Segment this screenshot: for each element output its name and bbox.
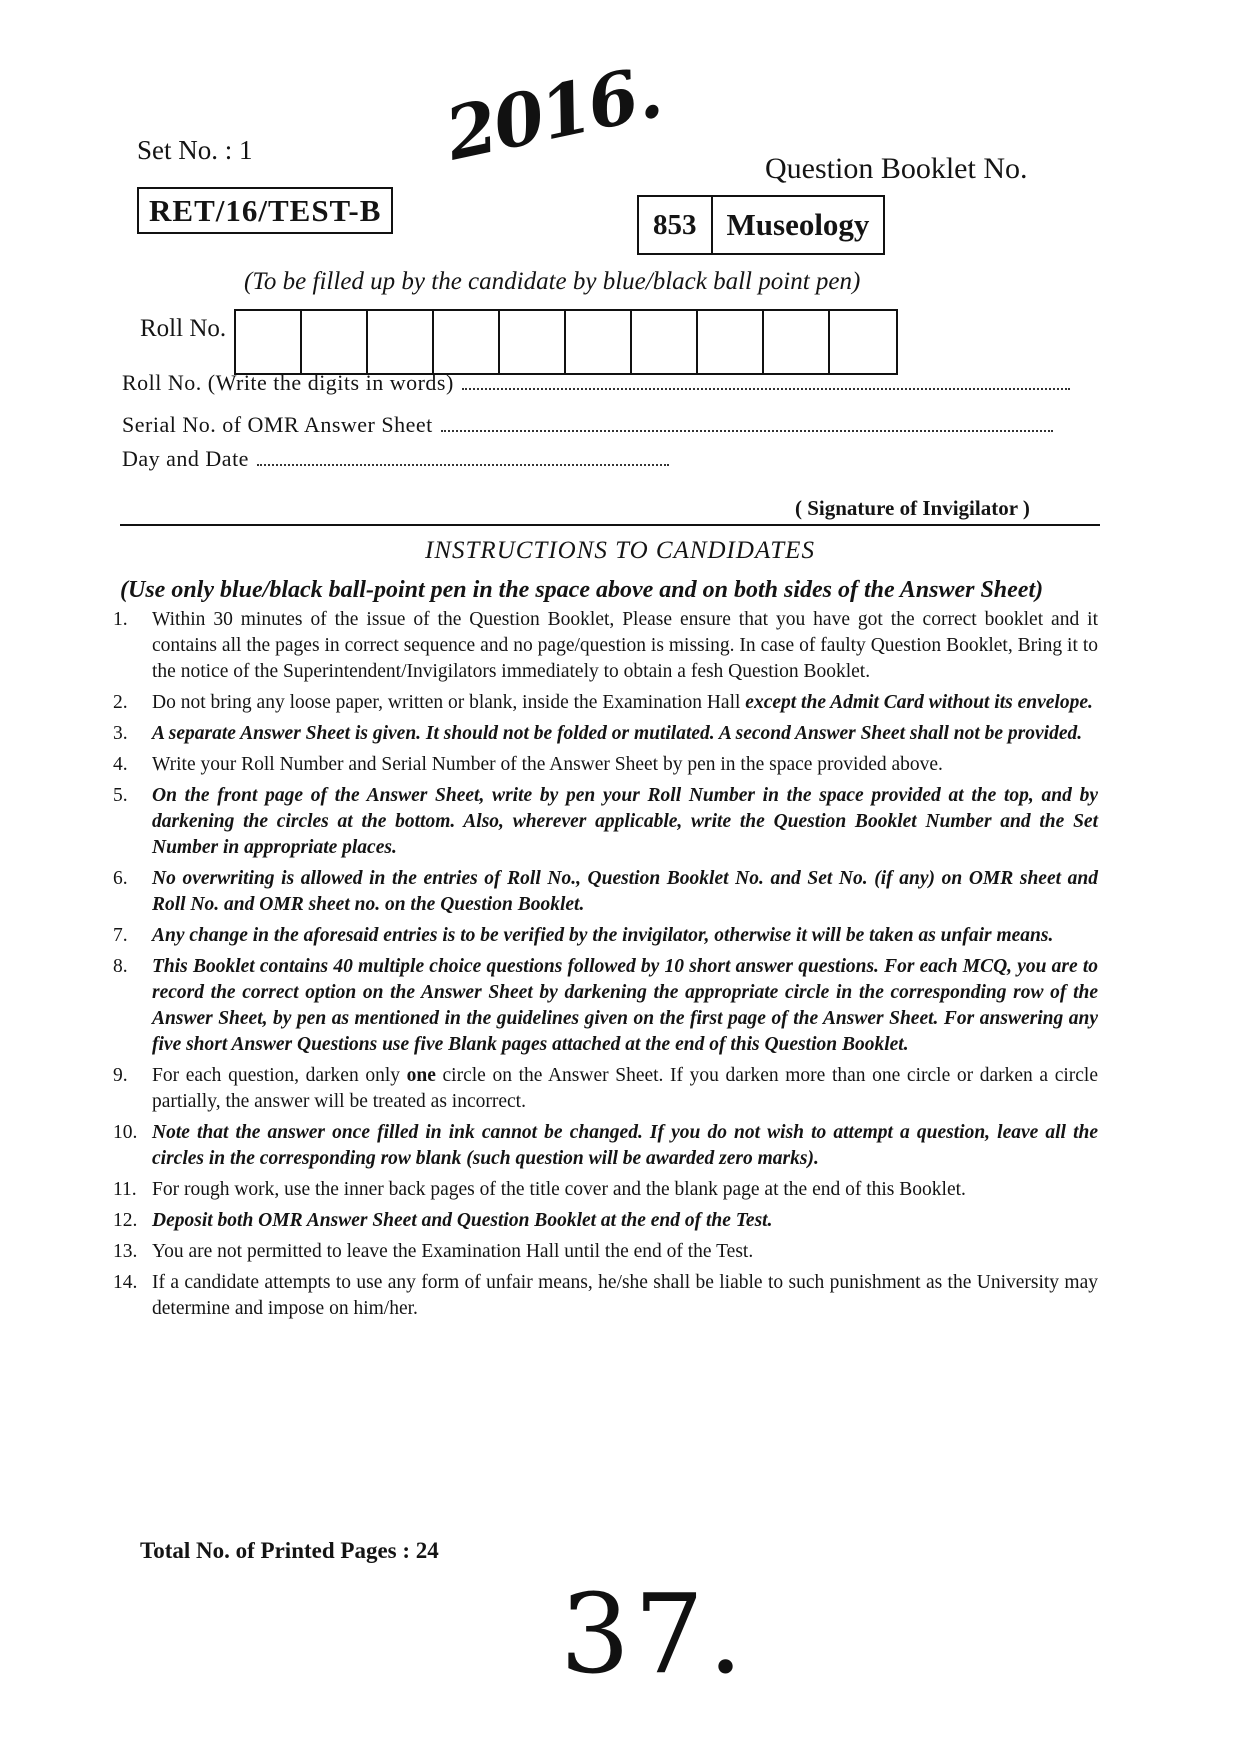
day-date-line[interactable]	[257, 463, 669, 466]
instruction-item: 13. You are not permitted to leave the Examination Hall until the end of the Test.	[113, 1241, 754, 1262]
question-booklet-label: Question Booklet No.	[765, 152, 1028, 185]
instruction-item: 2. Do not bring any loose paper, written or blank, inside the Examination Hall except the Admit Card without its envelope.	[113, 692, 1093, 713]
test-code-box: RET/16/TEST-B	[137, 187, 393, 234]
fill-instruction: (To be filled up by the candidate by blue/black ball point pen)	[244, 268, 861, 295]
subject-name: Museology	[726, 207, 870, 242]
instruction-item: 4. Write your Roll Number and Serial Number of the Answer Sheet by pen in the space provided above.	[113, 754, 943, 775]
instruction-item: 1. Within 30 minutes of the issue of the Question Booklet, Please ensure that you have got the correct booklet and it contains all the pages in correct sequence and no page/question is missing. In case of faulty Question Booklet, Bring it to the notice of the Superintendent/Invigilators immediately to obtain a fesh Question Booklet.	[113, 609, 1098, 682]
roll-no-grid[interactable]	[234, 309, 898, 375]
serial-omr-label: Serial No. of OMR Answer Sheet	[122, 412, 433, 437]
roll-no-label: Roll No.	[140, 315, 227, 342]
instruction-item: 6. No overwriting is allowed in the entries of Roll No., Question Booklet No. and Set No. (if any) on OMR sheet and Roll No. and OMR sheet no. on the Question Booklet.	[113, 868, 1098, 915]
roll-digit-box[interactable]	[566, 311, 632, 373]
roll-digit-box[interactable]	[830, 311, 896, 373]
instruction-item: 11. For rough work, use the inner back pages of the title cover and the blank page at the end of this Booklet.	[113, 1179, 966, 1200]
day-date-field	[122, 446, 669, 472]
total-printed-pages: Total No. of Printed Pages : 24	[140, 1538, 439, 1563]
instruction-item: 9. For each question, darken only one circle on the Answer Sheet. If you darken more than one circle or darken a circle partially, the answer will be treated as incorrect.	[113, 1065, 1098, 1112]
handwritten-number: 37.	[560, 1570, 747, 1698]
instruction-item: 10. Note that the answer once filled in ink cannot be changed. If you do not wish to attempt a question, leave all the circles in the corresponding row blank (such question will be awarded zero marks).	[113, 1122, 1098, 1169]
invigilator-signature-label: ( Signature of Invigilator )	[795, 496, 1030, 520]
roll-digit-box[interactable]	[500, 311, 566, 373]
roll-digit-box[interactable]	[236, 311, 302, 373]
roll-digit-box[interactable]	[368, 311, 434, 373]
instruction-item: 3. A separate Answer Sheet is given. It should not be folded or mutilated. A second Answer Sheet shall not be provided.	[113, 723, 1083, 744]
instructions-title: INSTRUCTIONS TO CANDIDATES	[425, 537, 815, 564]
instruction-item: 7. Any change in the aforesaid entries is to be verified by the invigilator, otherwise it will be taken as unfair means.	[113, 925, 1054, 946]
roll-in-words-field	[122, 370, 1070, 396]
question-booklet-box	[637, 195, 885, 255]
roll-digit-box[interactable]	[632, 311, 698, 373]
instruction-list	[113, 607, 1098, 1327]
instruction-item: 14. If a candidate attempts to use any form of unfair means, he/she shall be liable to such punishment as the University may determine and impose on him/her.	[113, 1272, 1098, 1319]
instructions-subtitle: (Use only blue/black ball-point pen in the space above and on both sides of the Answer Sheet)	[120, 577, 1044, 603]
roll-in-words-label: Roll No. (Write the digits in words)	[122, 370, 454, 395]
serial-omr-line[interactable]	[441, 429, 1053, 432]
day-date-label: Day and Date	[122, 446, 249, 471]
serial-omr-field	[122, 412, 1053, 438]
instruction-item: 12. Deposit both OMR Answer Sheet and Question Booklet at the end of the Test.	[113, 1210, 773, 1231]
set-number: Set No. : 1	[137, 135, 253, 165]
booklet-number: 853	[639, 197, 713, 253]
roll-digit-box[interactable]	[434, 311, 500, 373]
roll-digit-box[interactable]	[764, 311, 830, 373]
instruction-item: 5. On the front page of the Answer Sheet, write by pen your Roll Number in the space provided at the top, and by darkening the circles at the bottom. Also, wherever applicable, write the Question Booklet Number and the Set Number in appropriate places.	[113, 785, 1098, 858]
roll-digit-box[interactable]	[302, 311, 368, 373]
roll-digit-box[interactable]	[698, 311, 764, 373]
roll-in-words-line[interactable]	[462, 387, 1070, 390]
handwritten-year: 2016.	[438, 48, 667, 177]
instruction-item: 8. This Booklet contains 40 multiple choice questions followed by 10 short answer questions. For each MCQ, you are to record the correct option on the Answer Sheet by darkening the appropriate circle in the corresponding row of the Answer Sheet, by pen as mentioned in the guidelines given on the first page of the Answer Sheet. For answering any five short Answer Questions use five Blank pages attached at the end of this Question Booklet.	[113, 956, 1098, 1055]
divider	[120, 524, 1100, 526]
